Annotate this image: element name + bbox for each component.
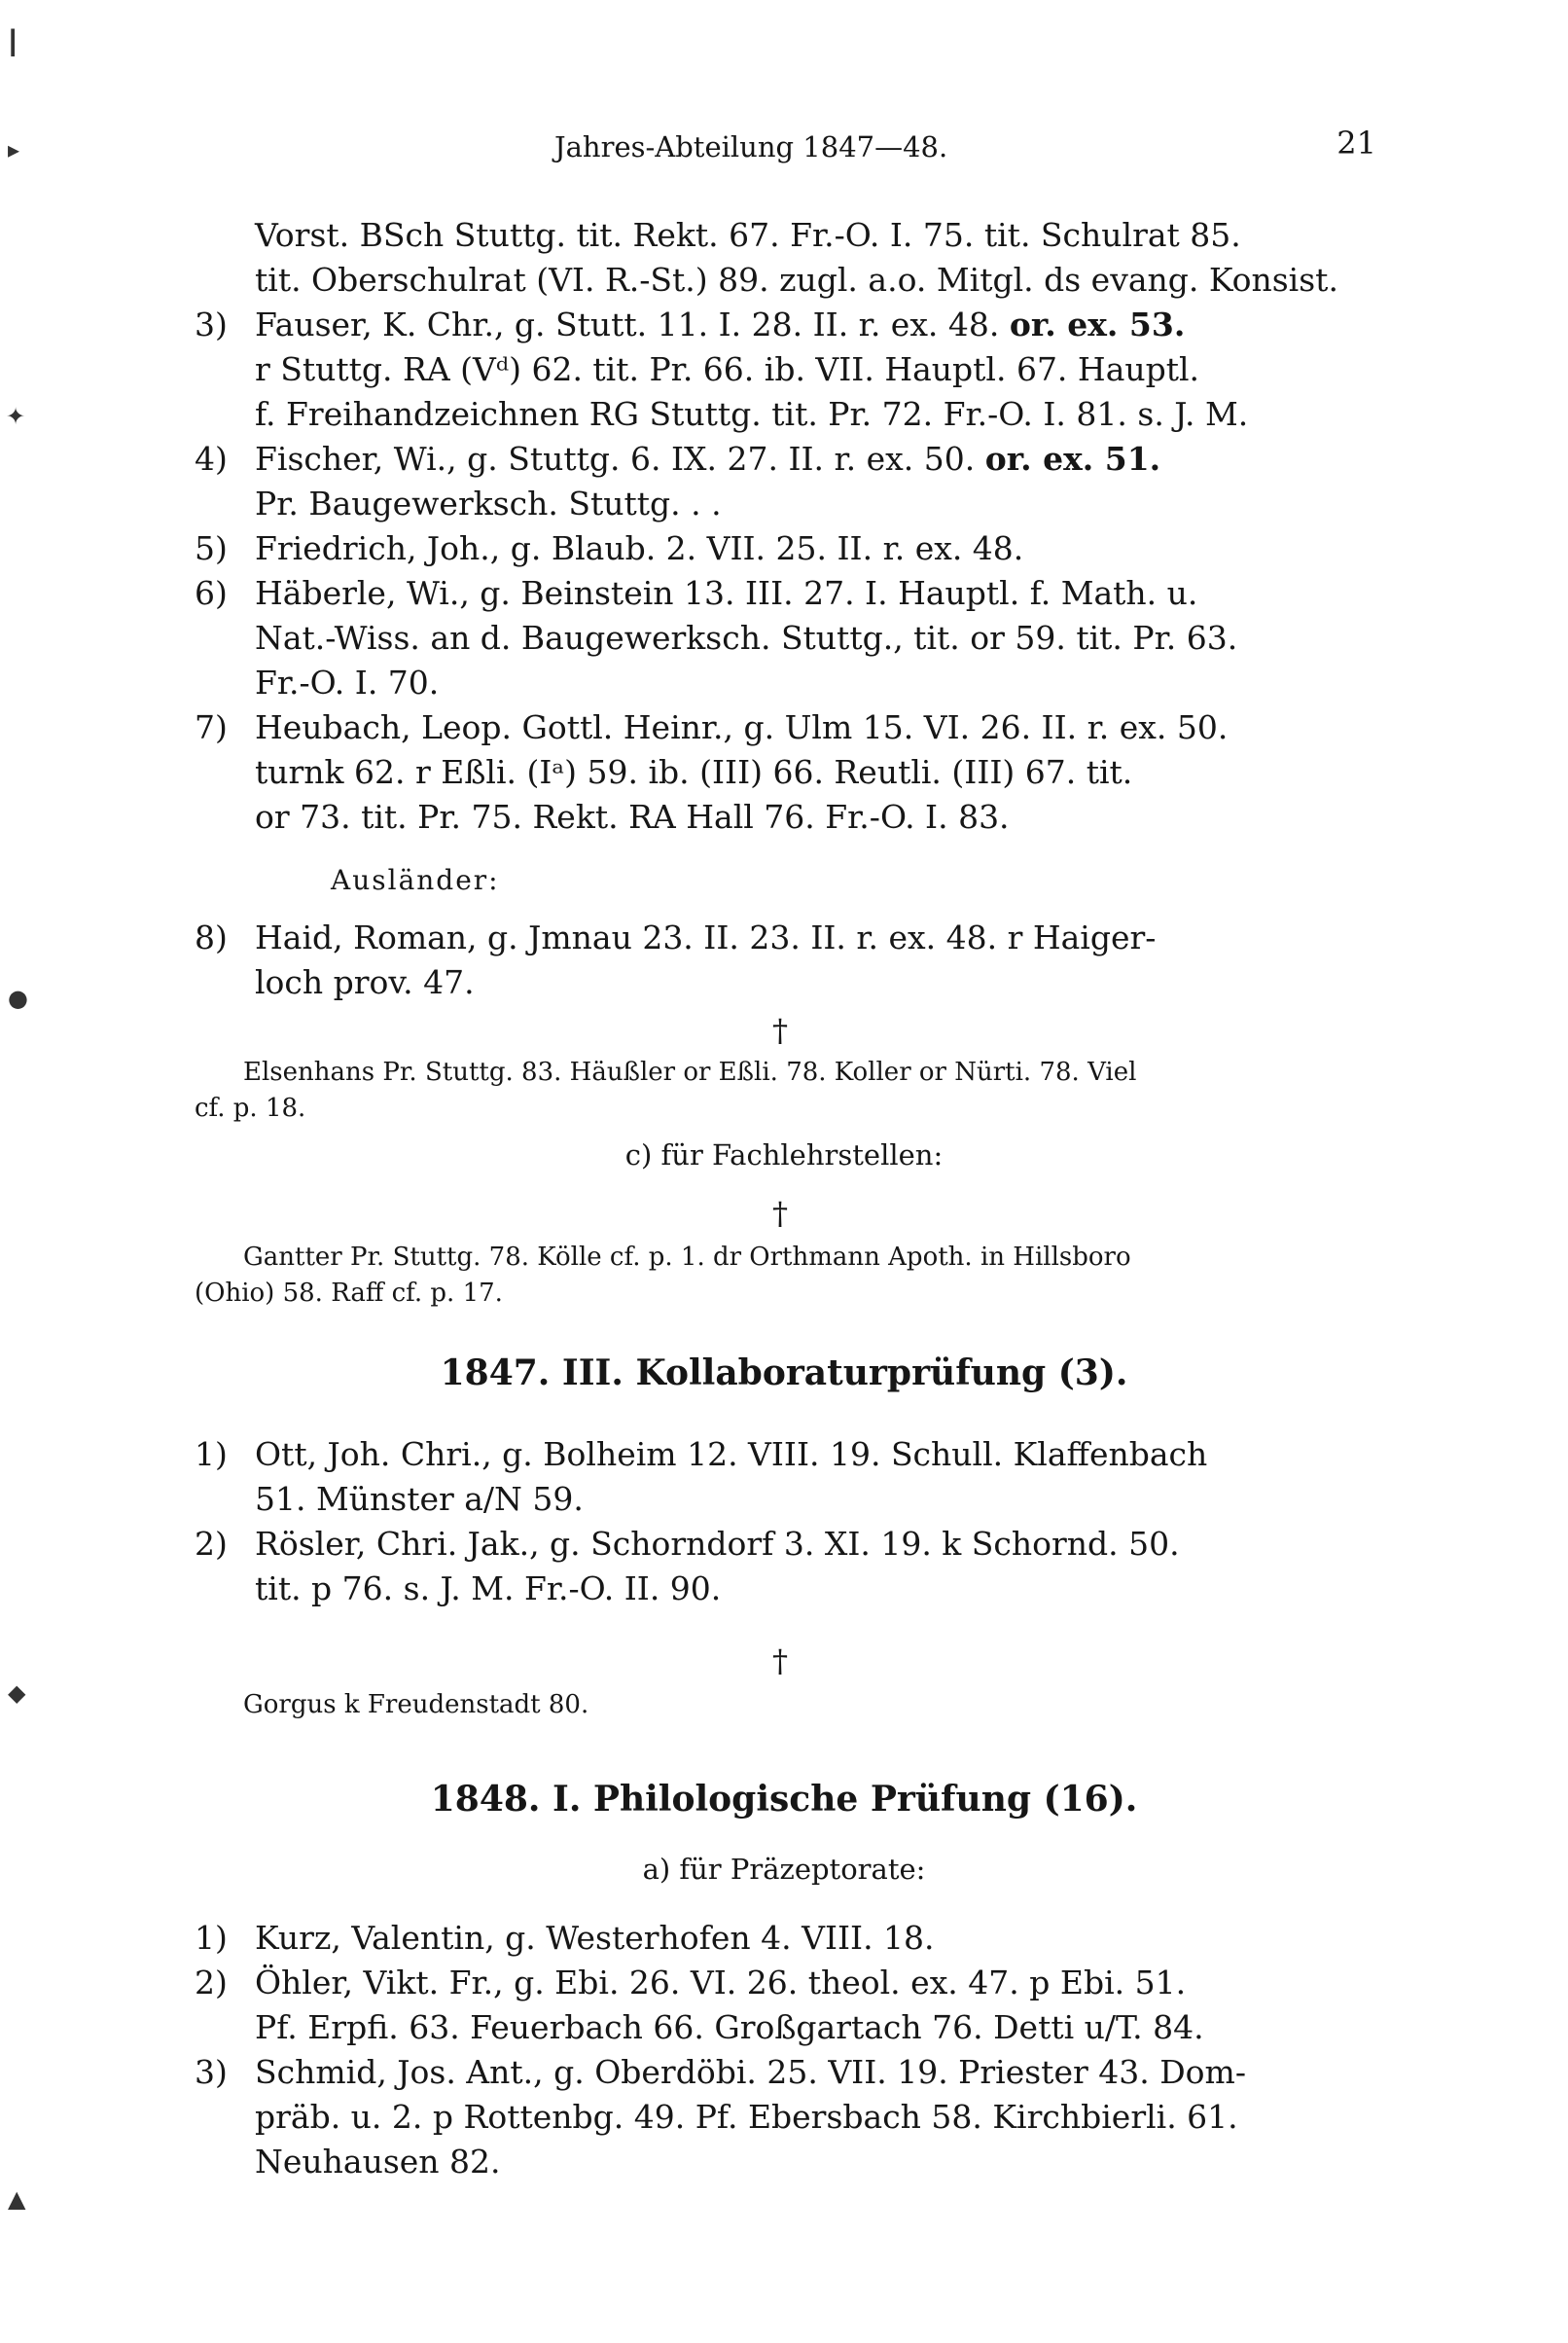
entry-text: Fischer, Wi., g. Stuttg. 6. IX. 27. II. r. ex. 50. xyxy=(255,440,976,478)
entry-line: 51. Münster a/N 59. xyxy=(255,1480,584,1518)
page-header xyxy=(243,125,1376,173)
entry-line: Ott, Joh. Chri., g. Bolheim 12. VIII. 19. Schull. Klaffenbach xyxy=(255,1435,1208,1473)
entry-bold-text: or. ex. 51. xyxy=(984,440,1161,478)
entry-line: Rösler, Chri. Jak., g. Schorndorf 3. XI. 19. k Schornd. 50. xyxy=(255,1525,1180,1563)
entry-line: f. Freihandzeichnen RG Stuttg. tit. Pr. 72. Fr.-O. I. 81. s. J. M. xyxy=(255,395,1249,433)
entry-number: 1) xyxy=(195,1435,228,1473)
margin-mark: ┃ xyxy=(6,29,20,56)
entry-number: 2) xyxy=(195,1964,228,2001)
entry-number: 8) xyxy=(195,919,228,956)
entry-line: Haid, Roman, g. Jmnau 23. II. 23. II. r. ex. 48. r Haiger- xyxy=(255,919,1157,956)
section-heading: 1847. III. Kollaboraturprüfung (3). xyxy=(440,1352,1128,1393)
subsection-label: Ausländer: xyxy=(331,864,500,896)
entry-line: loch prov. 47. xyxy=(255,963,475,1001)
deceased-line: Gantter Pr. Stuttg. 78. Kölle cf. p. 1. dr Orthmann Apoth. in Hillsboro xyxy=(243,1243,1131,1272)
entry-line: Pr. Baugewerksch. Stuttg. . . xyxy=(255,485,722,523)
margin-mark: ✦ xyxy=(6,403,26,430)
subsection-heading: a) für Präzeptorate: xyxy=(642,1853,926,1886)
margin-mark: ● xyxy=(8,985,28,1012)
entry-line: Fr.-O. I. 70. xyxy=(255,664,440,702)
running-title: Jahres-Abteilung 1847—48. xyxy=(554,130,948,163)
entry-line: r Stuttg. RA (Vᵈ) 62. tit. Pr. 66. ib. VII. Hauptl. 67. Hauptl. xyxy=(255,350,1200,388)
entry-line: or 73. tit. Pr. 75. Rekt. RA Hall 76. Fr.-O. I. 83. xyxy=(255,798,1010,836)
dagger-symbol: † xyxy=(772,1195,788,1232)
entry-line: Nat.-Wiss. an d. Baugewerksch. Stuttg., tit. or 59. tit. Pr. 63. xyxy=(255,619,1238,657)
dagger-symbol: † xyxy=(772,1012,788,1049)
entry-line: Friedrich, Joh., g. Blaub. 2. VII. 25. II. r. ex. 48. xyxy=(255,529,1024,567)
entry-number: 7) xyxy=(195,708,228,746)
continuation-line: Vorst. BSch Stuttg. tit. Rekt. 67. Fr.-O. I. 75. tit. Schulrat 85. xyxy=(255,216,1241,254)
deceased-line: (Ohio) 58. Raff cf. p. 17. xyxy=(195,1279,503,1308)
deceased-line: Elsenhans Pr. Stuttg. 83. Häußler or Eßli. 78. Koller or Nürti. 78. Viel xyxy=(243,1058,1137,1087)
dagger-symbol: † xyxy=(772,1642,788,1679)
entry-line xyxy=(255,306,1185,344)
entry-number: 1) xyxy=(195,1919,228,1957)
entry-number: 5) xyxy=(195,529,228,567)
continuation-line: tit. Oberschulrat (VI. R.-St.) 89. zugl. a.o. Mitgl. ds evang. Konsist. xyxy=(255,261,1338,299)
entry-line: Schmid, Jos. Ant., g. Oberdöbi. 25. VII. 19. Priester 43. Dom- xyxy=(255,2053,1246,2091)
margin-mark: ▸ xyxy=(8,136,20,163)
entry-bold-text: or. ex. 53. xyxy=(1009,306,1186,343)
entry-line: tit. p 76. s. J. M. Fr.-O. II. 90. xyxy=(255,1569,722,1607)
entry-line: Pf. Erpfi. 63. Feuerbach 66. Großgartach 76. Detti u/T. 84. xyxy=(255,2008,1204,2046)
margin-mark: ▲ xyxy=(8,2185,26,2213)
entry-number: 3) xyxy=(195,306,228,343)
page-number: 21 xyxy=(1336,125,1376,162)
entry-line: Kurz, Valentin, g. Westerhofen 4. VIII. 18. xyxy=(255,1919,935,1957)
entry-number: 6) xyxy=(195,574,228,612)
section-heading: 1848. I. Philologische Prüfung (16). xyxy=(430,1779,1138,1820)
entry-text: Fauser, K. Chr., g. Stutt. 11. I. 28. II. r. ex. 48. xyxy=(255,306,1000,343)
entry-line xyxy=(255,440,1160,479)
entry-number: 2) xyxy=(195,1525,228,1563)
entry-line: präb. u. 2. p Rottenbg. 49. Pf. Ebersbach 58. Kirchbierli. 61. xyxy=(255,2098,1238,2136)
entry-line: Neuhausen 82. xyxy=(255,2143,501,2181)
entry-line: Häberle, Wi., g. Beinstein 13. III. 27. I. Hauptl. f. Math. u. xyxy=(255,574,1198,612)
entry-line: Öhler, Vikt. Fr., g. Ebi. 26. VI. 26. theol. ex. 47. p Ebi. 51. xyxy=(255,1964,1187,2001)
subsection-heading: c) für Fachlehrstellen: xyxy=(624,1138,944,1172)
entry-line: Heubach, Leop. Gottl. Heinr., g. Ulm 15. VI. 26. II. r. ex. 50. xyxy=(255,708,1229,746)
margin-mark: ◆ xyxy=(8,1679,26,1707)
deceased-line: Gorgus k Freudenstadt 80. xyxy=(243,1690,589,1719)
entry-line: turnk 62. r Eßli. (Iᵃ) 59. ib. (III) 66. Reutli. (III) 67. tit. xyxy=(255,753,1133,791)
entry-number: 4) xyxy=(195,440,228,478)
entry-number: 3) xyxy=(195,2053,228,2091)
deceased-line: cf. p. 18. xyxy=(195,1094,306,1123)
